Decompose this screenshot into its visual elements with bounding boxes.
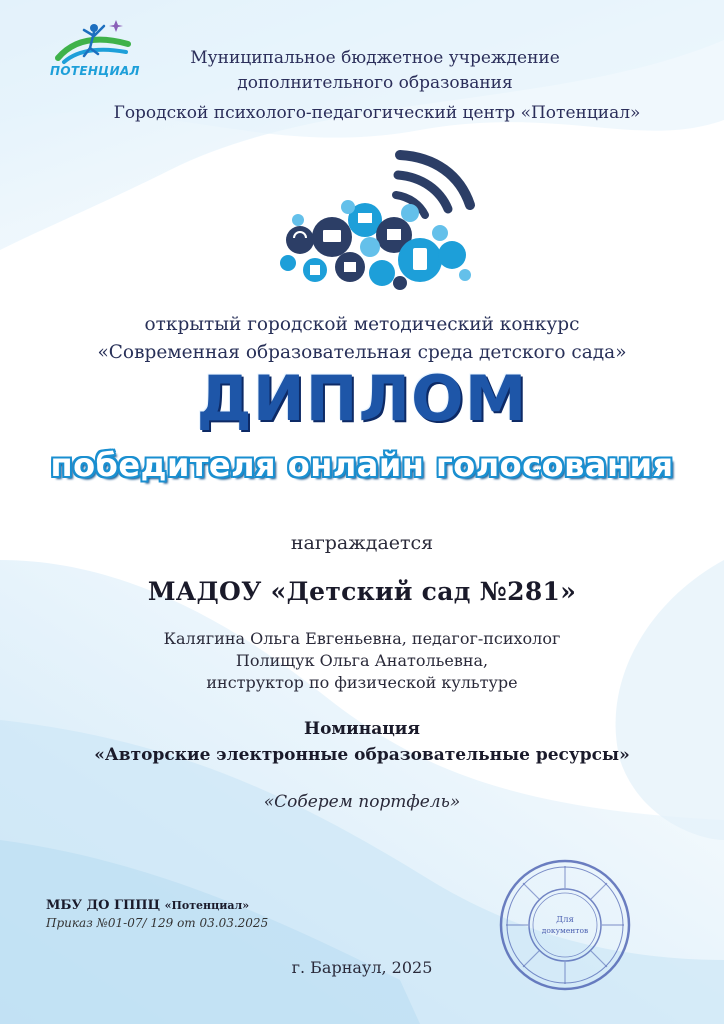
awarded-label: награждается [290,532,434,554]
contest-line-2: «Современная образовательная среда детского сада» [97,342,627,363]
work-title: «Соберем портфель» [263,792,461,812]
issuer-abbrev: МБУ ДО ГППЦ [46,898,161,913]
round-seal-icon [498,858,632,992]
logo [50,18,140,90]
city-year: г. Барнаул, 2025 [291,958,433,977]
potential-logo-figure-icon [50,18,134,68]
header-line-3: Городской психолого-педагогический центр «Потенциал» [113,103,641,123]
seal-text-line: Для [556,915,574,925]
nomination-label: Номинация [304,719,420,739]
header-line-2: дополнительного образования [237,73,513,93]
issuer-quoted: «Потенциал» [164,899,250,912]
seal-text-line: документов [541,926,589,935]
nomination-value: «Авторские электронные образовательные ресурсы» [94,745,630,765]
awardee-organization: МАДОУ «Детский сад №281» [147,577,577,606]
awardee-person-line: Полищук Ольга Анатольевна, [235,651,489,670]
tech-cloud-wifi-icon [270,145,480,295]
order-reference: Приказ №01-07/ 129 от 03.03.2025 [46,916,269,930]
diploma-subtitle: победителя онлайн голосования [50,446,674,484]
awardee-person-line: Калягина Ольга Евгеньевна, педагог-психолог [163,629,561,648]
diploma-title: ДИПЛОМ [196,362,528,435]
contest-line-1: открытый городской методический конкурс [144,314,580,335]
awardee-person-line: инструктор по физической культуре [206,673,518,692]
logo-text: ПОТЕНЦИАЛ [50,64,140,78]
issuer-short-name [46,898,249,913]
header-line-1: Муниципальное бюджетное учреждение [190,48,560,68]
